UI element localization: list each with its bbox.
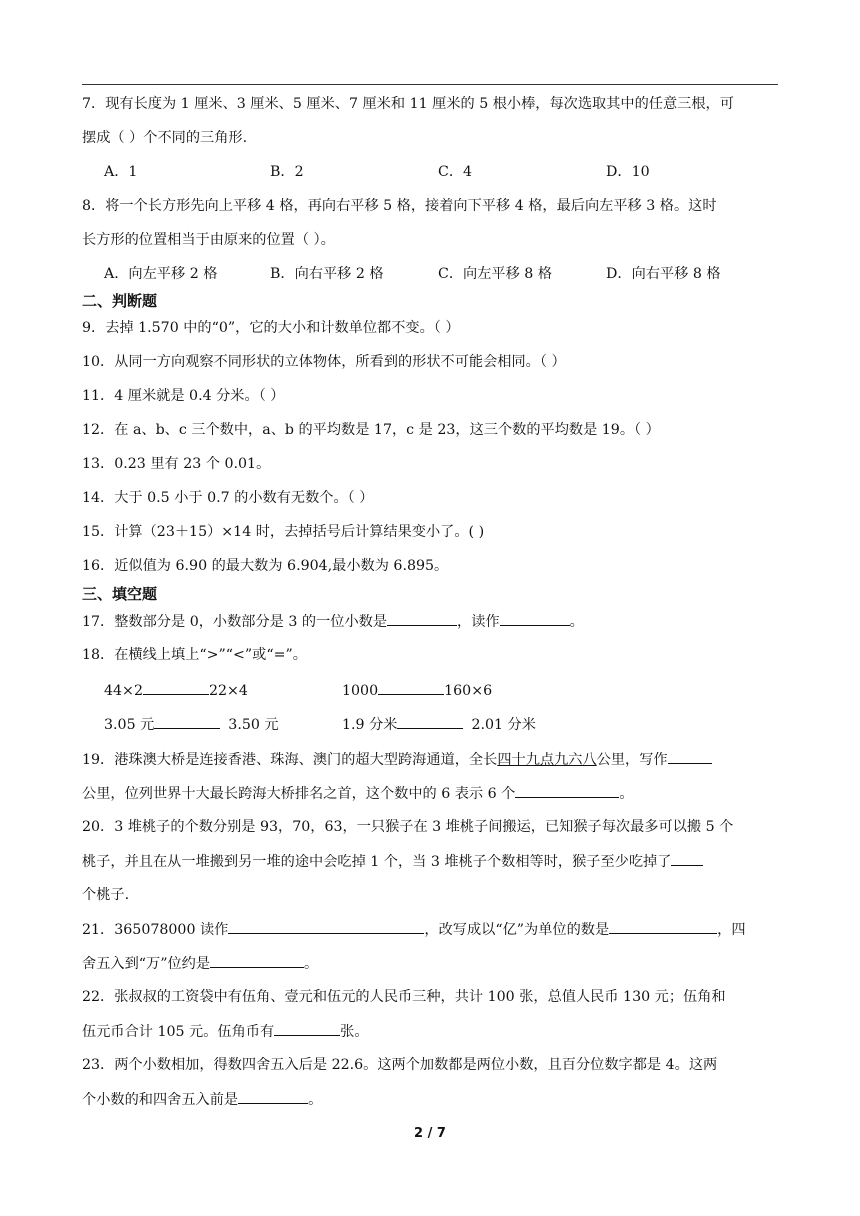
judge-item-11: 11．4 厘米就是 0.4 分米。（ ） [82,388,285,404]
q19-text: 公里，位列世界十大最长跨海大桥排名之首，这个数中的 6 表示 6 个 [82,786,516,802]
answer-blank[interactable] [668,749,712,764]
question-22-line2 [82,1021,782,1042]
q17-text-c: 。 [569,614,584,630]
answer-blank[interactable] [500,611,570,626]
q19-text: 。 [619,786,634,802]
q18-expr: 1000 [342,683,379,699]
answer-blank[interactable] [154,714,220,729]
question-18: 18．在横线上填上“>”“<”或“=”。 [82,647,307,663]
q18-row1-left [104,680,248,701]
q18-expr: 160×6 [444,683,493,699]
answer-blank[interactable] [515,783,619,798]
q18-expr: 44×2 [104,683,143,699]
q18-expr: 1.9 分米 [342,717,398,733]
q21-text: 21．365078000 读作 [82,922,229,938]
answer-blank[interactable] [397,714,463,729]
q21-text: ，四 [717,922,746,938]
q18-expr: 2.01 分米 [471,717,536,733]
section-heading-fill: 三、填空题 [82,585,158,603]
q23-text: 。 [308,1092,323,1108]
judge-item-13: 13．0.23 里有 23 个 0.01。 [82,456,271,472]
answer-blank[interactable] [210,953,304,968]
q21-text: 舍五入到“万”位约是 [82,956,211,972]
q21-text: 。 [304,956,319,972]
q22-text: 张。 [340,1024,369,1040]
q18-expr: 22×4 [208,683,248,699]
judge-item-14: 14．大于 0.5 小于 0.7 的小数有无数个。（ ） [82,490,374,506]
q22-text: 伍元币合计 105 元。伍角币有 [82,1024,275,1040]
page-number: 2 / 7 [414,1126,446,1141]
q7-option-b: B．2 [270,164,304,180]
q7-option-d: D．10 [606,164,650,180]
q8-option-d: D．向右平移 8 格 [606,266,721,282]
answer-blank[interactable] [228,919,424,934]
question-20-line2 [82,851,782,872]
q8-option-c: C．向左平移 8 格 [438,266,553,282]
q20-text: 桃子，并且在从一堆搬到另一堆的途中会吃掉 1 个，当 3 堆桃子个数相等时，猴子至少吃掉了 [82,854,672,870]
q19-text: 公里，写作 [596,752,668,768]
question-23-line1: 23．两个小数相加，得数四舍五入后是 22.6。这两个加数都是两位小数，且百分位数字都是 4。这两 [82,1057,718,1073]
judge-item-9: 9．去掉 1.570 中的“0”，它的大小和计数单位都不变。（ ） [82,320,460,336]
q18-row2-right [342,714,536,735]
q19-text: 19．港珠澳大桥是连接香港、珠海、澳门的超大型跨海通道，全长 [82,752,498,768]
answer-blank[interactable] [143,680,209,695]
question-19-line1 [82,749,782,770]
q21-text: ，改写成以“亿”为单位的数是 [424,922,610,938]
judge-item-16: 16．近似值为 6.90 的最大数为 6.904,最小数为 6.895。 [82,558,449,574]
question-22-line1: 22．张叔叔的工资袋中有伍角、壹元和伍元的人民币三种，共计 100 张，总值人民币 130 元；伍角和 [82,989,726,1005]
judge-item-15: 15．计算（23＋15）×14 时，去掉括号后计算结果变小了。( ) [82,524,485,540]
q8-option-a: A．向左平移 2 格 [104,266,218,282]
judge-item-12: 12．在 a、b、c 三个数中，a、b 的平均数是 17，c 是 23，这三个数的平均数是 19。（ ） [82,422,660,438]
answer-blank[interactable] [378,680,444,695]
question-8-line1: 8．将一个长方形先向上平移 4 格，再向右平移 5 格，接着向下平移 4 格，最后向左平移 3 格。这时 [82,198,717,214]
q23-text: 个小数的和四舍五入前是 [82,1092,239,1108]
answer-blank[interactable] [609,919,717,934]
q18-expr: 3.05 元 [104,717,155,733]
question-8-line2: 长方形的位置相当于由原来的位置（ ）。 [82,232,335,248]
answer-blank[interactable] [274,1021,340,1036]
question-21-line1 [82,919,782,940]
question-7-line1: 7．现有长度为 1 厘米、3 厘米、5 厘米、7 厘米和 11 厘米的 5 根小棒，每次选取其中的任意三根，可 [82,96,734,112]
q19-underlined-number: 四十九点九六八 [497,752,597,768]
q7-option-a: A．1 [104,164,138,180]
q7-option-c: C．4 [438,164,473,180]
question-19-line2 [82,783,782,804]
question-20-line1: 20．3 堆桃子的个数分别是 93，70，63，一只猴子在 3 堆桃子间搬运，已知猴子每次最多可以搬 5 个 [82,819,734,835]
section-heading-judge: 二、判断题 [82,292,158,310]
question-21-line2 [82,953,782,974]
question-7-line2: 摆成（ ）个不同的三角形. [82,130,248,146]
q8-option-b: B．向右平移 2 格 [270,266,384,282]
answer-blank[interactable] [238,1089,308,1104]
question-20-line3: 个桃子. [82,887,130,903]
header-rule [82,84,778,85]
answer-blank[interactable] [387,611,457,626]
q17-text-a: 17．整数部分是 0，小数部分是 3 的一位小数是 [82,614,388,630]
q18-row1-right [342,680,492,701]
answer-blank[interactable] [671,851,703,866]
q18-expr: 3.50 元 [228,717,279,733]
q17-text-b: ，读作 [457,614,500,630]
judge-item-10: 10．从同一方向观察不同形状的立体物体，所看到的形状不可能会相同。（ ） [82,354,566,370]
q18-row2-left [104,714,279,735]
question-23-line2 [82,1089,782,1110]
question-17 [82,611,782,632]
